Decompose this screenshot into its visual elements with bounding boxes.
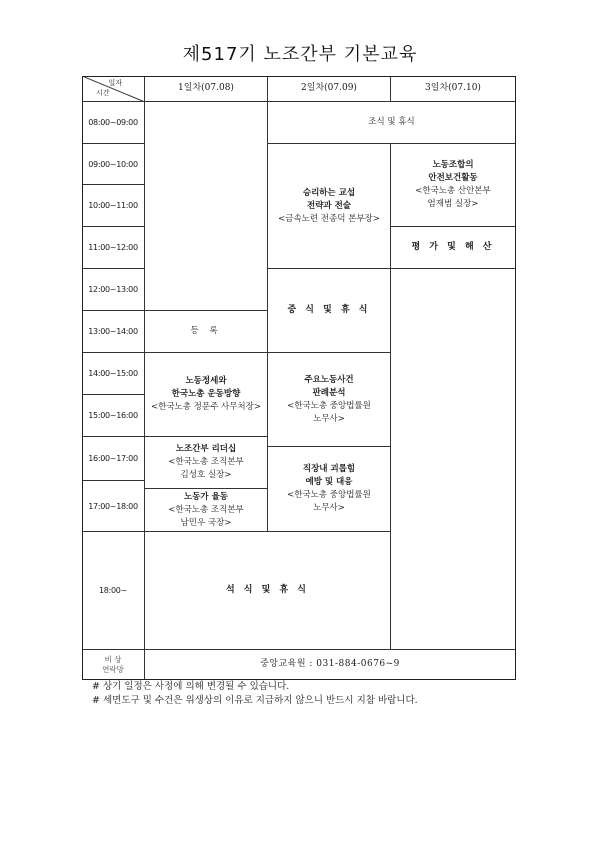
day1-session-labor-trends: 노동정세와 한국노총 운동방향 <한국노총 정문주 사무처장> xyxy=(145,353,268,437)
day3-empty xyxy=(391,269,516,650)
document-title: 제517기 노조간부 기본교육 xyxy=(182,44,418,65)
time-slot: 14:00~15:00 xyxy=(82,353,145,395)
corner-time-label: 시간 xyxy=(96,89,110,97)
notes xyxy=(92,680,418,708)
day1-session-labor-song: 노동가 율동 <한국노총 조직본부 남민우 국장> xyxy=(145,489,268,532)
note-line: # 상기 일정은 사정에 의해 변경될 수 있습니다. xyxy=(92,681,290,692)
time-slot: 12:00~13:00 xyxy=(82,269,145,311)
day1-header: 1일차(07.08) xyxy=(145,76,268,102)
time-slot: 18:00~ xyxy=(82,532,145,650)
time-slot: 09:00~10:00 xyxy=(82,144,145,185)
day2-session-negotiation: 승리하는 교섭 전략과 전술 <금속노련 전종덕 본부장> xyxy=(268,144,391,269)
day2-session-harassment: 직장내 괴롭힘 예방 및 대응 <한국노총 중앙법률원 노무사> xyxy=(268,447,391,532)
day3-session-safety: 노동조합의 안전보건활동 <한국노총 산안본부 엄재범 실장> xyxy=(391,144,516,227)
emergency-label: 비 상 연락망 xyxy=(82,650,145,680)
time-slot: 15:00~16:00 xyxy=(82,395,145,437)
day3-evaluation-dismissal: 평 가 및 해 산 xyxy=(391,227,516,269)
breakfast-cell: 조식 및 휴식 xyxy=(268,102,516,144)
note-line: # 세면도구 및 수건은 위생상의 이유로 지급하지 않으니 반드시 지참 바랍니다. xyxy=(92,695,418,706)
day1-registration: 등 록 xyxy=(145,311,268,353)
time-slot: 16:00~17:00 xyxy=(82,437,145,481)
dinner-cell: 석 식 및 휴 식 xyxy=(145,532,391,650)
time-slot: 11:00~12:00 xyxy=(82,227,145,269)
day1-session-leadership: 노조간부 리더십 <한국노총 조직본부 김성호 실장> xyxy=(145,437,268,489)
time-slot: 08:00~09:00 xyxy=(82,102,145,144)
schedule-table xyxy=(82,76,516,680)
day1-empty-morning xyxy=(145,102,268,311)
time-slot: 13:00~14:00 xyxy=(82,311,145,353)
corner-header xyxy=(82,76,145,102)
emergency-contact: 중앙교육원 : 031-884-0676~9 xyxy=(145,650,516,680)
corner-date-label: 일자 xyxy=(108,79,122,87)
day2-header: 2일차(07.09) xyxy=(268,76,391,102)
day2-session-case-analysis: 주요노동사건 판례분석 <한국노총 중앙법률원 노무사> xyxy=(268,353,391,447)
day2-lunch: 중 식 및 휴 식 xyxy=(268,269,391,353)
time-slot: 10:00~11:00 xyxy=(82,185,145,227)
time-slot: 17:00~18:00 xyxy=(82,481,145,532)
day3-header: 3일차(07.10) xyxy=(391,76,516,102)
